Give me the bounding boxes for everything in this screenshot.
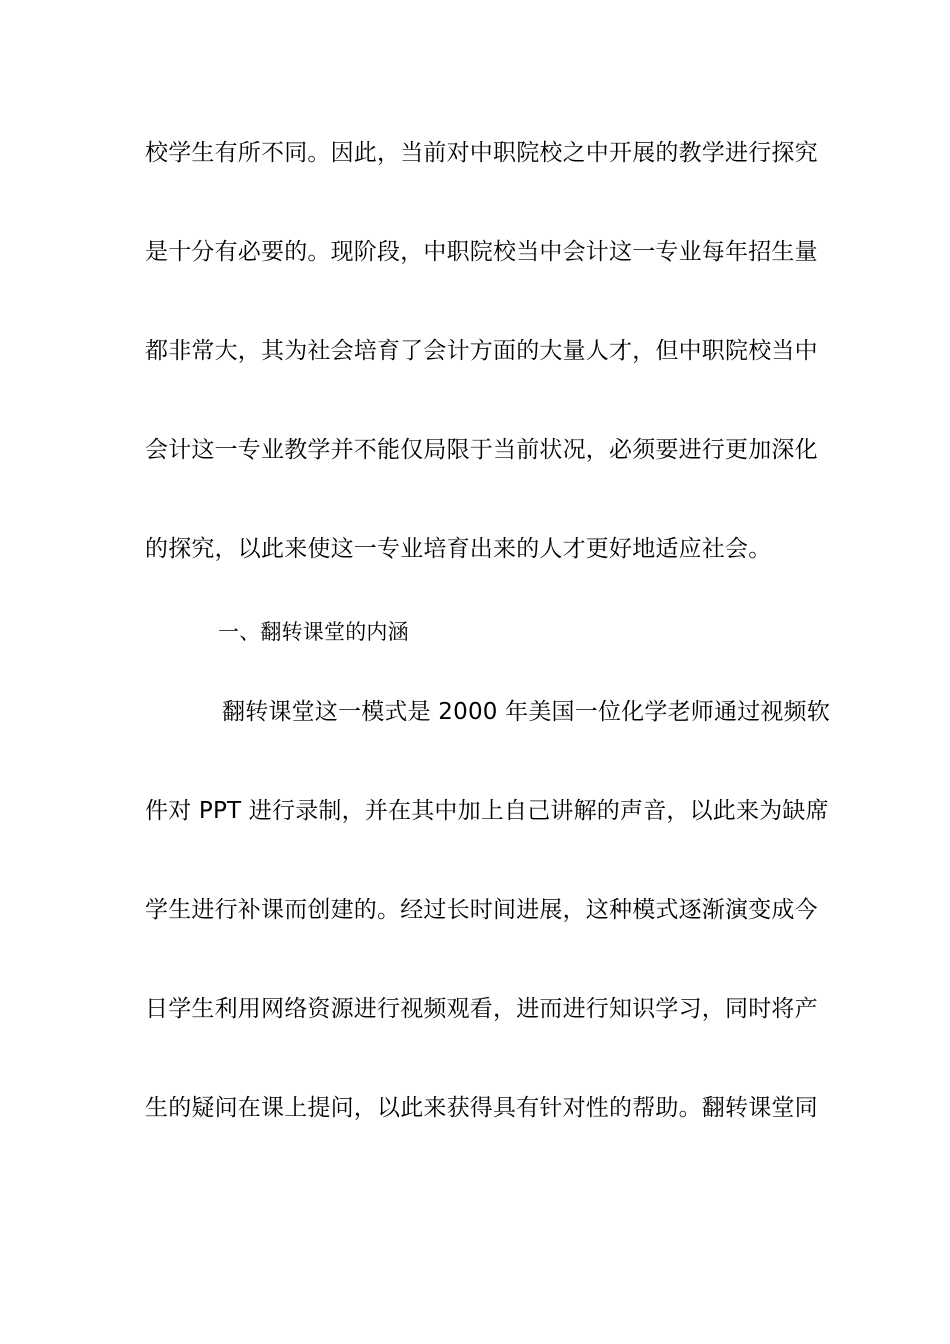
paragraph-line: 的探究，以此来使这一专业培育出来的人才更好地适应社会。 (145, 536, 772, 562)
section-heading: 一、翻转课堂的内涵 (218, 620, 409, 644)
paragraph-line: 是十分有必要的。现阶段，中职院校当中会计这一专业每年招生量 (145, 239, 818, 265)
paragraph-line: 翻转课堂这一模式是 2000 年美国一位化学老师通过视频软 (222, 699, 830, 725)
paragraph-line: 校学生有所不同。因此，当前对中职院校之中开展的教学进行探究 (145, 140, 818, 166)
paragraph-line: 学生进行补课而创建的。经过长时间进展，这种模式逐渐演变成今 (145, 897, 818, 923)
paragraph-line: 都非常大，其为社会培育了会计方面的大量人才，但中职院校当中 (145, 338, 818, 364)
paragraph-line: 件对 PPT 进行录制，并在其中加上自己讲解的声音，以此来为缺席 (145, 798, 829, 824)
paragraph-line: 日学生利用网络资源进行视频观看，进而进行知识学习，同时将产 (145, 996, 818, 1022)
paragraph-line: 生的疑问在课上提问，以此来获得具有针对性的帮助。翻转课堂同 (145, 1095, 818, 1121)
paragraph-line: 会计这一专业教学并不能仅局限于当前状况，必须要进行更加深化 (145, 437, 818, 463)
